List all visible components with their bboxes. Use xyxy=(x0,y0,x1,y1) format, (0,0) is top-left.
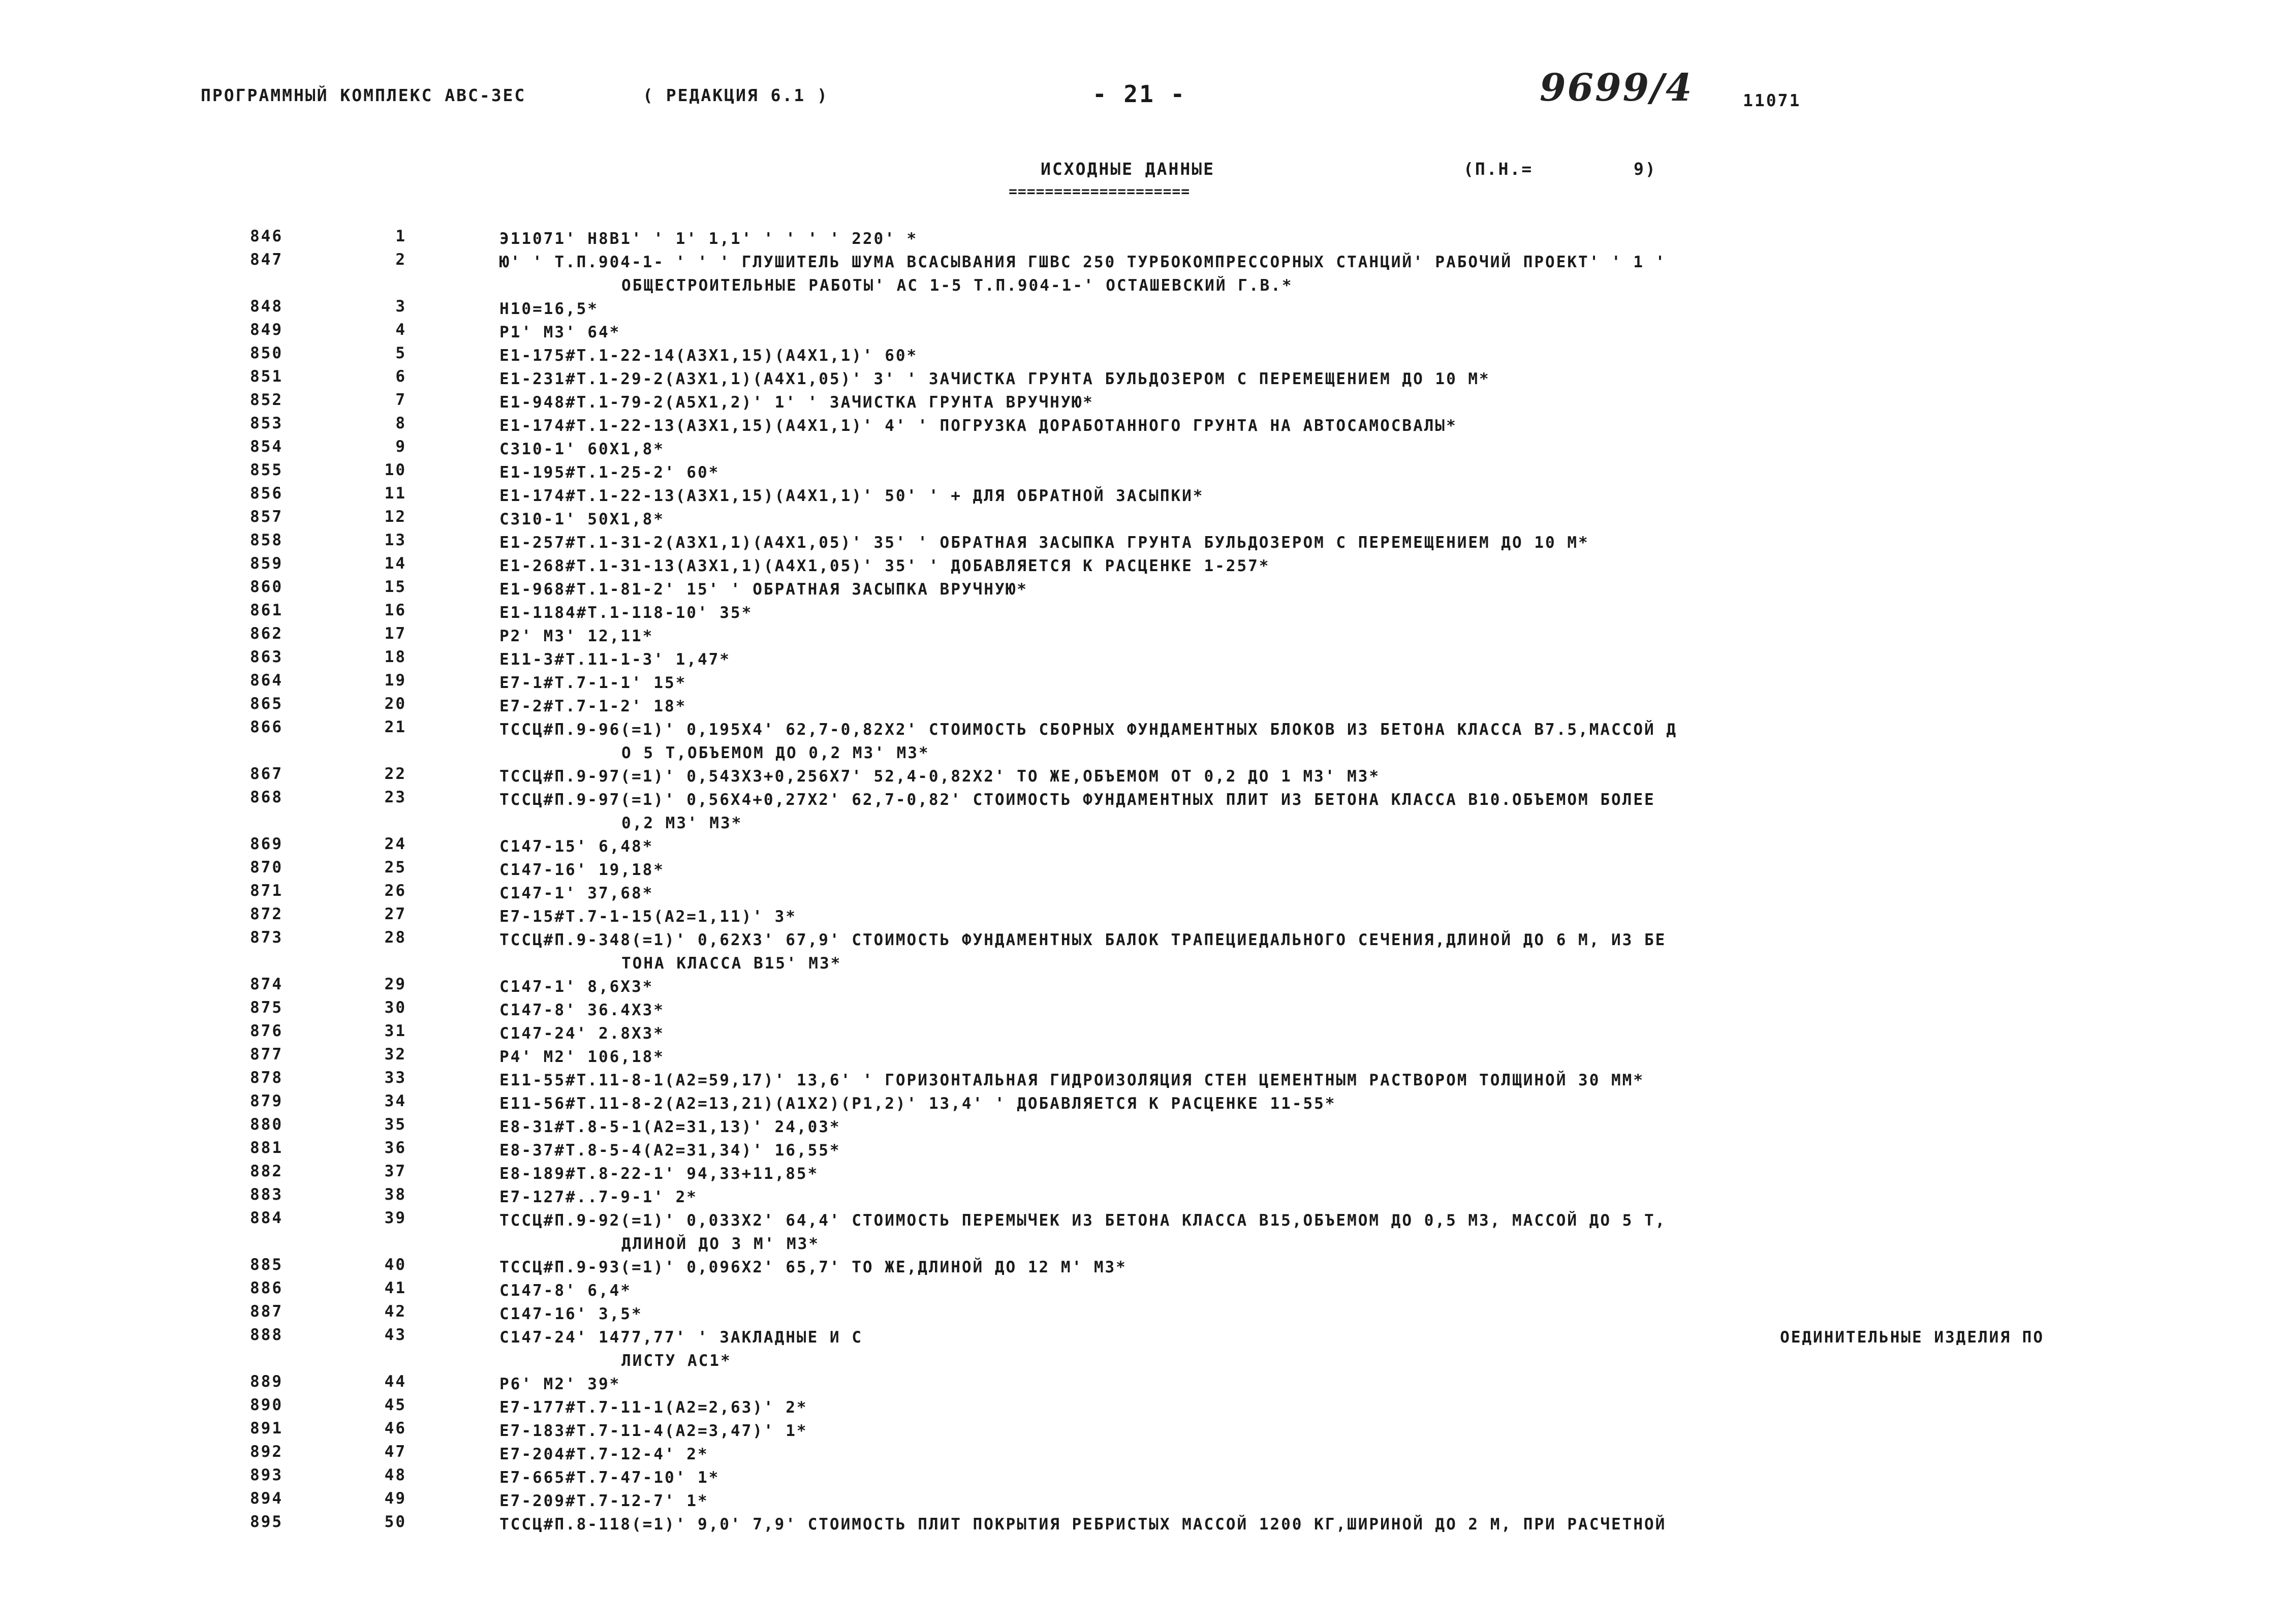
record-text xyxy=(499,1489,2044,1513)
record-text-line: Р1' М3' 64* xyxy=(499,323,621,341)
listing-row xyxy=(0,461,2283,484)
record-text-line: С310-1' 50Х1,8* xyxy=(499,510,665,528)
record-text-line: Е7-2#Т.7-1-2' 18* xyxy=(499,697,687,715)
page-number: - 21 - xyxy=(1092,80,1186,108)
record-number: 853 xyxy=(250,414,283,432)
record-text-line: ТССЦ#П.8-118(=1)' 9,0' 7,9' СТОИМОСТЬ ПЛИТ ПОКРЫТИЯ РЕБРИСТЫХ МАССОЙ 1200 КГ,ШИРИНОЙ ДО 2 М, ПРИ РАСЧЕТНОЙ xyxy=(499,1515,1667,1534)
record-text-line: Е8-37#Т.8-5-4(А2=31,34)' 16,55* xyxy=(499,1141,841,1160)
line-index: 49 xyxy=(384,1489,406,1508)
record-text xyxy=(499,695,2044,718)
record-text-line: Р6' М2' 39* xyxy=(499,1375,621,1393)
record-text xyxy=(499,1326,2044,1372)
listing-row xyxy=(0,601,2283,624)
line-index: 7 xyxy=(395,391,406,409)
line-index: 37 xyxy=(384,1162,406,1180)
record-number: 852 xyxy=(250,391,283,409)
record-text xyxy=(499,297,2044,321)
line-index: 27 xyxy=(384,905,406,923)
line-index: 16 xyxy=(384,601,406,619)
line-index: 31 xyxy=(384,1022,406,1040)
line-index: 11 xyxy=(384,484,406,503)
record-text xyxy=(499,1115,2044,1139)
listing-row xyxy=(0,998,2283,1022)
record-text xyxy=(499,882,2044,905)
record-number: 875 xyxy=(250,998,283,1017)
listing-row xyxy=(0,1419,2283,1443)
record-number: 851 xyxy=(250,367,283,386)
line-index: 14 xyxy=(384,554,406,573)
record-text-line: Е8-189#Т.8-22-1' 94,33+11,85* xyxy=(499,1165,819,1183)
line-index: 5 xyxy=(395,344,406,362)
record-text-line: Э11071' Н8В1' ' 1' 1,1' ' ' ' ' 220' * xyxy=(499,230,918,248)
listing-rows xyxy=(0,227,2283,1536)
record-text xyxy=(499,1513,2044,1536)
line-index: 39 xyxy=(384,1209,406,1227)
record-text xyxy=(499,227,2044,251)
record-text-line: ТССЦ#П.9-348(=1)' 0,62Х3' 67,9' СТОИМОСТЬ ФУНДАМЕНТНЫХ БАЛОК ТРАПЕЦИЕДАЛЬНОГО СЕЧЕНИЯ,ДЛИНОЙ ДО 6 М, ИЗ БЕ xyxy=(499,931,1667,949)
record-text-line: Е1-257#Т.1-31-2(А3Х1,1)(А4Х1,05)' 35' ' ОБРАТНАЯ ЗАСЫПКА ГРУНТА БУЛЬДОЗЕРОМ С ПЕРЕМЕЩЕНИЕМ ДО 10 М* xyxy=(499,534,1589,552)
record-number: 846 xyxy=(250,227,283,245)
record-text-line: Ю' ' Т.П.904-1- ' ' ' ГЛУШИТЕЛЬ ШУМА ВСАСЫВАНИЯ ГШВС 250 ТУРБОКОМПРЕССОРНЫХ СТАНЦИЙ' РАБОЧИЙ ПРОЕКТ' ' 1 ' xyxy=(499,253,1667,271)
line-index: 3 xyxy=(395,297,406,316)
record-text-line: С147-24' 2.8Х3* xyxy=(499,1024,665,1043)
record-number: 879 xyxy=(250,1092,283,1110)
record-text xyxy=(499,438,2044,461)
record-text-line: С147-16' 19,18* xyxy=(499,861,665,879)
record-text-continuation: ЛИСТУ АС1* xyxy=(621,1352,732,1370)
record-text xyxy=(499,928,2044,975)
record-number: 864 xyxy=(250,671,283,690)
listing-row xyxy=(0,554,2283,578)
line-index: 45 xyxy=(384,1396,406,1414)
record-text xyxy=(499,578,2044,601)
record-text xyxy=(499,344,2044,367)
record-number: 886 xyxy=(250,1279,283,1297)
record-text xyxy=(499,484,2044,508)
record-number: 871 xyxy=(250,882,283,900)
record-number: 874 xyxy=(250,975,283,993)
record-text-line: Е7-204#Т.7-12-4' 2* xyxy=(499,1445,709,1463)
listing-row xyxy=(0,928,2283,975)
listing-row xyxy=(0,391,2283,414)
listing-row xyxy=(0,835,2283,858)
record-text-continuation: ОБЩЕСТРОИТЕЛЬНЫЕ РАБОТЫ' АС 1-5 Т.П.904-1-' ОСТАШЕВСКИЙ Г.В.* xyxy=(621,276,1293,295)
record-text-line: Е11-55#Т.11-8-1(А2=59,17)' 13,6' ' ГОРИЗОНТАЛЬНАЯ ГИДРОИЗОЛЯЦИЯ СТЕН ЦЕМЕНТНЫМ РАСТВОРОМ ТОЛЩИНОЙ 30 ММ* xyxy=(499,1071,1645,1089)
listing-row xyxy=(0,414,2283,438)
listing-row xyxy=(0,1443,2283,1466)
record-text xyxy=(499,648,2044,671)
record-number: 880 xyxy=(250,1115,283,1134)
record-text-line: Е1-175#Т.1-22-14(А3Х1,15)(А4Х1,1)' 60* xyxy=(499,347,918,365)
record-text-line: ТССЦ#П.9-96(=1)' 0,195Х4' 62,7-0,82Х2' СТОИМОСТЬ СБОРНЫХ ФУНДАМЕНТНЫХ БЛОКОВ ИЗ БЕТОНА КЛАССА В7.5,МАССОЙ Д xyxy=(499,721,1678,739)
line-index: 20 xyxy=(384,695,406,713)
listing-row xyxy=(0,882,2283,905)
record-text xyxy=(499,1162,2044,1185)
record-text xyxy=(499,251,2044,297)
line-index: 36 xyxy=(384,1139,406,1157)
record-text xyxy=(499,858,2044,882)
record-text xyxy=(499,1022,2044,1045)
record-number: 861 xyxy=(250,601,283,619)
record-text-line: Е11-56#Т.11-8-2(А2=13,21)(А1Х2)(Р1,2)' 13,4' ' ДОБАВЛЯЕТСЯ К РАСЦЕНКЕ 11-55* xyxy=(499,1095,1336,1113)
record-text xyxy=(499,1466,2044,1489)
record-number: 891 xyxy=(250,1419,283,1438)
record-text xyxy=(499,554,2044,578)
record-text xyxy=(499,601,2044,624)
line-index: 4 xyxy=(395,321,406,339)
listing-row xyxy=(0,321,2283,344)
doc-number: 11071 xyxy=(1743,90,1801,110)
record-text xyxy=(499,1302,2044,1326)
record-text-line: Е1-968#Т.1-81-2' 15' ' ОБРАТНАЯ ЗАСЫПКА ВРУЧНУЮ* xyxy=(499,580,1028,599)
line-index: 38 xyxy=(384,1185,406,1204)
listing-row xyxy=(0,1256,2283,1279)
line-index: 50 xyxy=(384,1513,406,1531)
line-index: 12 xyxy=(384,508,406,526)
listing-row xyxy=(0,1185,2283,1209)
listing-row xyxy=(0,1115,2283,1139)
record-number: 847 xyxy=(250,251,283,269)
record-number: 856 xyxy=(250,484,283,503)
line-index: 9 xyxy=(395,438,406,456)
record-number: 858 xyxy=(250,531,283,549)
line-index: 21 xyxy=(384,718,406,736)
line-index: 8 xyxy=(395,414,406,432)
listing-row xyxy=(0,1326,2283,1372)
line-index: 41 xyxy=(384,1279,406,1297)
record-text-continuation: ДЛИНОЙ ДО 3 М' М3* xyxy=(621,1235,820,1253)
line-index: 1 xyxy=(395,227,406,245)
line-index: 44 xyxy=(384,1372,406,1391)
record-number: 855 xyxy=(250,461,283,479)
line-index: 18 xyxy=(384,648,406,666)
line-index: 43 xyxy=(384,1326,406,1344)
record-text-line: С147-1' 37,68* xyxy=(499,884,654,902)
listing-row xyxy=(0,1139,2283,1162)
listing-row xyxy=(0,1372,2283,1396)
line-index: 42 xyxy=(384,1302,406,1321)
record-number: 892 xyxy=(250,1443,283,1461)
record-text-line: Е1-948#Т.1-79-2(А5Х1,2)' 1' ' ЗАЧИСТКА ГРУНТА ВРУЧНУЮ* xyxy=(499,393,1094,412)
record-text-line: Е7-15#Т.7-1-15(А2=1,11)' 3* xyxy=(499,908,797,926)
record-text xyxy=(499,905,2044,928)
record-text-line: Е1-231#Т.1-29-2(А3Х1,1)(А4Х1,05)' 3' ' ЗАЧИСТКА ГРУНТА БУЛЬДОЗЕРОМ С ПЕРЕМЕЩЕНИЕМ ДО 10 М* xyxy=(499,370,1490,388)
record-text xyxy=(499,1185,2044,1209)
record-number: 893 xyxy=(250,1466,283,1484)
listing-row xyxy=(0,251,2283,297)
line-index: 2 xyxy=(395,251,406,269)
listing-row xyxy=(0,508,2283,531)
pn-label: (П.Н.= xyxy=(1463,159,1534,179)
record-text xyxy=(499,998,2044,1022)
line-index: 48 xyxy=(384,1466,406,1484)
line-index: 22 xyxy=(384,765,406,783)
record-number: 895 xyxy=(250,1513,283,1531)
record-number: 863 xyxy=(250,648,283,666)
record-number: 868 xyxy=(250,788,283,806)
record-number: 890 xyxy=(250,1396,283,1414)
record-text xyxy=(499,508,2044,531)
line-index: 34 xyxy=(384,1092,406,1110)
record-text xyxy=(499,367,2044,391)
record-text-line: Е7-665#Т.7-47-10' 1* xyxy=(499,1469,720,1487)
record-text-continuation: 0,2 М3' М3* xyxy=(621,814,743,832)
record-text-continuation: ТОНА КЛАССА В15' М3* xyxy=(621,954,842,973)
record-number: 876 xyxy=(250,1022,283,1040)
record-text-line: С147-15' 6,48* xyxy=(499,837,654,856)
listing-row xyxy=(0,1209,2283,1256)
record-number: 857 xyxy=(250,508,283,526)
listing-row xyxy=(0,1396,2283,1419)
line-index: 19 xyxy=(384,671,406,690)
listing-row xyxy=(0,671,2283,695)
record-text-line: Е8-31#Т.8-5-1(А2=31,13)' 24,03* xyxy=(499,1118,841,1136)
record-number: 865 xyxy=(250,695,283,713)
record-text-line: ТССЦ#П.9-93(=1)' 0,096Х2' 65,7' ТО ЖЕ,ДЛИНОЙ ДО 12 М' М3* xyxy=(499,1258,1127,1276)
listing-row xyxy=(0,484,2283,508)
record-text xyxy=(499,1279,2044,1302)
record-text-line: С147-8' 6,4* xyxy=(499,1282,632,1300)
record-text xyxy=(499,1419,2044,1443)
listing-row xyxy=(0,648,2283,671)
line-index: 24 xyxy=(384,835,406,853)
record-text-line: ТССЦ#П.9-92(=1)' 0,033Х2' 64,4' СТОИМОСТЬ ПЕРЕМЫЧЕК ИЗ БЕТОНА КЛАССА В15,ОБЪЕМОМ ДО 0,5 М3, МАССОЙ ДО 5 Т, xyxy=(499,1211,1667,1230)
record-text-line: С147-24' 1477,77' ' ЗАКЛАДНЫЕ И С xyxy=(499,1328,863,1347)
pn-value: 9) xyxy=(1634,159,1657,179)
listing-row xyxy=(0,1092,2283,1115)
record-text-line: Р2' М3' 12,11* xyxy=(499,627,654,645)
record-text-line: Е1-195#Т.1-25-2' 60* xyxy=(499,463,720,482)
record-number: 894 xyxy=(250,1489,283,1508)
listing-row xyxy=(0,1513,2283,1536)
record-text xyxy=(499,414,2044,438)
record-number: 872 xyxy=(250,905,283,923)
listing-row xyxy=(0,578,2283,601)
record-text xyxy=(499,1045,2044,1069)
record-text-continuation: О 5 Т,ОБЪЕМОМ ДО 0,2 М3' М3* xyxy=(621,744,930,762)
listing-row xyxy=(0,1045,2283,1069)
record-number: 877 xyxy=(250,1045,283,1064)
record-text-line: Е7-177#Т.7-11-1(А2=2,63)' 2* xyxy=(499,1398,808,1417)
record-text xyxy=(499,1256,2044,1279)
record-text-line: Р4' М2' 106,18* xyxy=(499,1048,665,1066)
record-text-line: С147-1' 8,6Х3* xyxy=(499,978,654,996)
record-text-line: Н10=16,5* xyxy=(499,300,599,318)
title-underline: ==================== xyxy=(1009,183,1191,200)
listing-row xyxy=(0,1302,2283,1326)
record-number: 862 xyxy=(250,624,283,643)
listing-row xyxy=(0,695,2283,718)
record-text xyxy=(499,1372,2044,1396)
record-text-line: ТССЦ#П.9-97(=1)' 0,543Х3+0,256Х7' 52,4-0,82Х2' ТО ЖЕ,ОБЪЕМОМ ОТ 0,2 ДО 1 М3' М3* xyxy=(499,767,1381,786)
line-index: 40 xyxy=(384,1256,406,1274)
line-index: 15 xyxy=(384,578,406,596)
line-index: 32 xyxy=(384,1045,406,1064)
record-number: 859 xyxy=(250,554,283,573)
record-number: 848 xyxy=(250,297,283,316)
line-index: 29 xyxy=(384,975,406,993)
record-text xyxy=(499,1396,2044,1419)
record-text xyxy=(499,835,2044,858)
record-number: 881 xyxy=(250,1139,283,1157)
record-text-line: Е11-3#Т.11-1-3' 1,47* xyxy=(499,650,731,669)
record-number: 887 xyxy=(250,1302,283,1321)
record-text-line: Е7-209#Т.7-12-7' 1* xyxy=(499,1492,709,1510)
record-number: 878 xyxy=(250,1069,283,1087)
listing-row xyxy=(0,624,2283,648)
line-index: 47 xyxy=(384,1443,406,1461)
line-index: 10 xyxy=(384,461,406,479)
record-text-line: ТССЦ#П.9-97(=1)' 0,56Х4+0,27Х2' 62,7-0,82' СТОИМОСТЬ ФУНДАМЕНТНЫХ ПЛИТ ИЗ БЕТОНА КЛАССА В10.ОБЪЕМОМ БОЛЕЕ xyxy=(499,791,1655,809)
line-index: 35 xyxy=(384,1115,406,1134)
record-number: 849 xyxy=(250,321,283,339)
record-text-line: С147-8' 36.4Х3* xyxy=(499,1001,665,1019)
listing-row xyxy=(0,1466,2283,1489)
record-number: 885 xyxy=(250,1256,283,1274)
record-text xyxy=(499,624,2044,648)
record-number: 860 xyxy=(250,578,283,596)
record-text xyxy=(499,461,2044,484)
program-title: ПРОГРАММНЫЙ КОМПЛЕКС АВС-ЗЕС xyxy=(201,85,526,105)
listing-row xyxy=(0,1022,2283,1045)
line-index: 17 xyxy=(384,624,406,643)
record-text-line: С310-1' 60Х1,8* xyxy=(499,440,665,458)
listing-row xyxy=(0,975,2283,998)
record-text-line: Е7-127#..7-9-1' 2* xyxy=(499,1188,698,1206)
record-text xyxy=(499,1209,2044,1256)
listing-row xyxy=(0,227,2283,251)
record-text xyxy=(499,321,2044,344)
record-number: 870 xyxy=(250,858,283,877)
record-number: 889 xyxy=(250,1372,283,1391)
record-number: 884 xyxy=(250,1209,283,1227)
listing-row xyxy=(0,1162,2283,1185)
line-index: 46 xyxy=(384,1419,406,1438)
listing-row xyxy=(0,297,2283,321)
record-number: 866 xyxy=(250,718,283,736)
record-text-line: Е1-1184#Т.1-118-10' 35* xyxy=(499,604,753,622)
record-text xyxy=(499,671,2044,695)
edition-label: ( РЕДАКЦИЯ 6.1 ) xyxy=(643,85,829,105)
listing-row xyxy=(0,367,2283,391)
listing-row xyxy=(0,905,2283,928)
record-text-line: Е7-1#Т.7-1-1' 15* xyxy=(499,674,687,692)
record-text-line: С147-16' 3,5* xyxy=(499,1305,643,1323)
record-text-line: Е1-174#Т.1-22-13(А3Х1,15)(А4Х1,1)' 50' ' + ДЛЯ ОБРАТНОЙ ЗАСЫПКИ* xyxy=(499,487,1204,505)
line-index: 23 xyxy=(384,788,406,806)
listing-row xyxy=(0,788,2283,835)
handwritten-code: 9699/4 xyxy=(1540,66,1694,110)
record-text xyxy=(499,975,2044,998)
record-text xyxy=(499,1069,2044,1092)
record-number: 883 xyxy=(250,1185,283,1204)
listing-row xyxy=(0,1279,2283,1302)
listing-row xyxy=(0,858,2283,882)
record-text-right: ОЕДИНИТЕЛЬНЫЕ ИЗДЕЛИЯ ПО xyxy=(1780,1328,2044,1347)
listing-row xyxy=(0,1489,2283,1513)
record-text xyxy=(499,1139,2044,1162)
line-index: 26 xyxy=(384,882,406,900)
record-text xyxy=(499,391,2044,414)
record-number: 888 xyxy=(250,1326,283,1344)
line-index: 13 xyxy=(384,531,406,549)
record-text-line: Е1-268#Т.1-31-13(А3Х1,1)(А4Х1,05)' 35' ' ДОБАВЛЯЕТСЯ К РАСЦЕНКЕ 1-257* xyxy=(499,557,1270,575)
record-text xyxy=(499,788,2044,835)
section-title: ИСХОДНЫЕ ДАННЫЕ xyxy=(1041,159,1215,179)
listing-row xyxy=(0,765,2283,788)
line-index: 28 xyxy=(384,928,406,947)
listing-row xyxy=(0,1069,2283,1092)
record-text-line: Е1-174#Т.1-22-13(А3Х1,15)(А4Х1,1)' 4' ' ПОГРУЗКА ДОРАБОТАННОГО ГРУНТА НА АВТОСАМОСВАЛЫ* xyxy=(499,417,1457,435)
record-text-line: Е7-183#Т.7-11-4(А2=3,47)' 1* xyxy=(499,1422,808,1440)
line-index: 33 xyxy=(384,1069,406,1087)
record-text xyxy=(499,531,2044,554)
line-index: 25 xyxy=(384,858,406,877)
line-index: 6 xyxy=(395,367,406,386)
listing-row xyxy=(0,531,2283,554)
record-number: 882 xyxy=(250,1162,283,1180)
line-index: 30 xyxy=(384,998,406,1017)
record-number: 850 xyxy=(250,344,283,362)
listing-row xyxy=(0,718,2283,765)
record-text xyxy=(499,1443,2044,1466)
record-number: 869 xyxy=(250,835,283,853)
record-text xyxy=(499,718,2044,765)
record-text xyxy=(499,765,2044,788)
record-text xyxy=(499,1092,2044,1115)
listing-row xyxy=(0,344,2283,367)
record-number: 867 xyxy=(250,765,283,783)
listing-row xyxy=(0,438,2283,461)
record-number: 873 xyxy=(250,928,283,947)
record-number: 854 xyxy=(250,438,283,456)
